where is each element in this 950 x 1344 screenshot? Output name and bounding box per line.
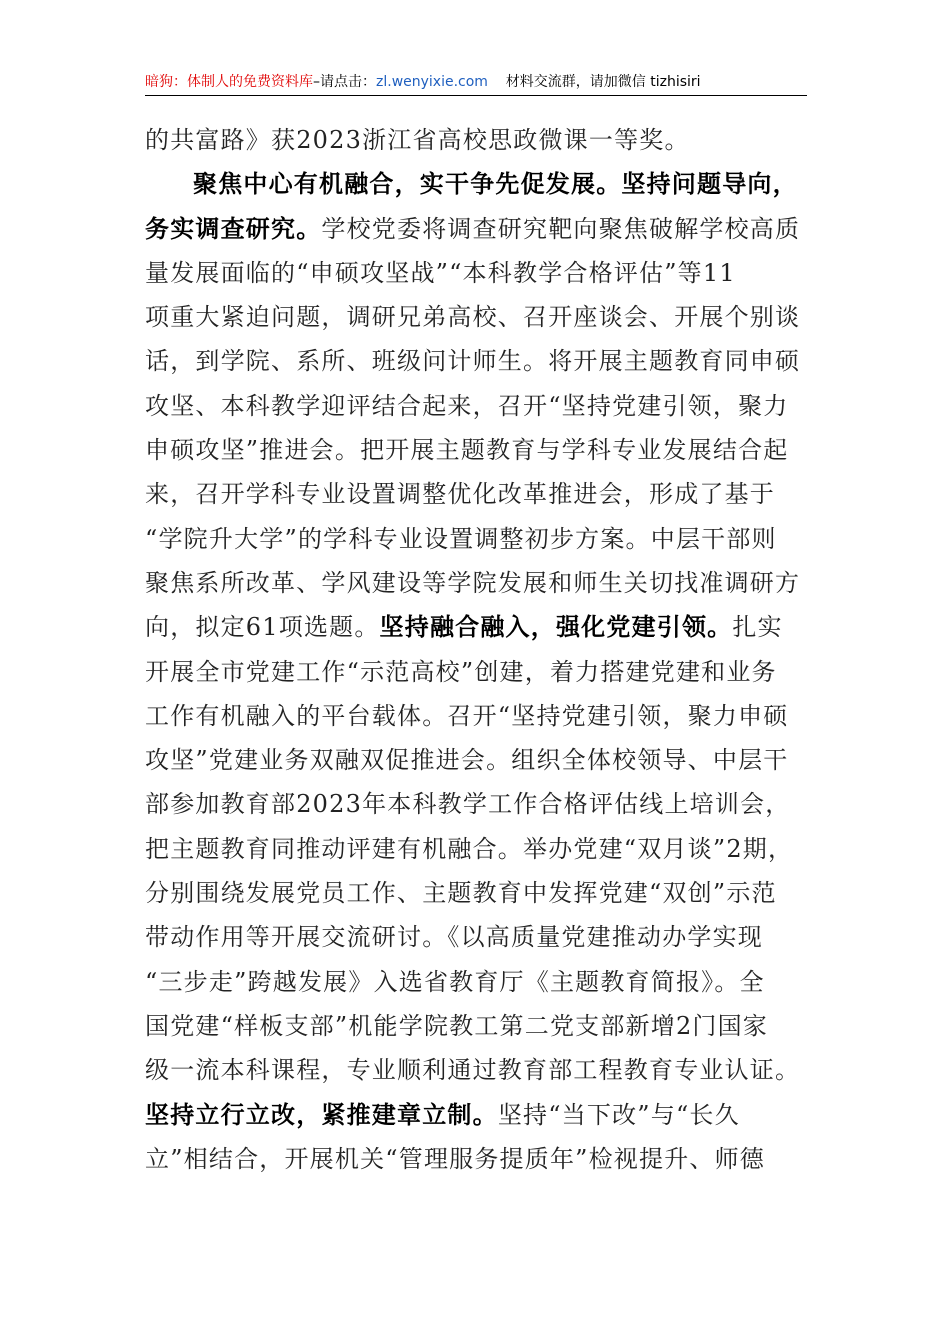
- header-divider: [145, 95, 807, 96]
- text-segment: “学院升大学”的学科专业设置调整初步方案。中层干部则: [145, 524, 777, 553]
- text-segment: 带动作用等开展交流研讨。《以高质量党建推动办学实现: [145, 923, 763, 952]
- text-segment: 立”相结合，开展机关“管理服务提质年”检视提升、师德: [145, 1144, 766, 1173]
- text-segment: 攻坚、本科教学迎评结合起来，召开“坚持党建引领，聚力: [145, 391, 789, 420]
- site-url-link[interactable]: zl.wenyixie.com: [376, 74, 488, 90]
- text-segment: 扎实: [732, 613, 783, 642]
- text-line: [145, 694, 811, 738]
- text-line: [145, 339, 811, 383]
- text-line: [145, 561, 811, 605]
- text-line: [145, 782, 811, 826]
- text-line: [145, 738, 811, 782]
- text-line: [145, 162, 811, 206]
- click-prefix: –请点击：: [313, 74, 376, 90]
- text-line: [145, 517, 811, 561]
- text-segment: 分别围绕发展党员工作、主题教育中发挥党建“双创”示范: [145, 879, 777, 908]
- text-segment: 申硕攻坚”推进会。把开展主题教育与学科专业发展结合起: [145, 436, 789, 465]
- text-line: [145, 915, 811, 959]
- text-segment: 来，召开学科专业设置调整优化改革推进会，形成了基于: [145, 480, 775, 509]
- text-line: [145, 472, 811, 516]
- text-segment: 把主题教育同推动评建有机融合。举办党建“双月谈”2期，: [145, 834, 794, 863]
- text-line: [145, 1048, 811, 1092]
- text-segment: 聚焦系所改革、学风建设等学院发展和师生关切找准调研方: [145, 568, 801, 597]
- text-line: [145, 650, 811, 694]
- group-note: 材料交流群，请加微信 tizhisiri: [505, 74, 701, 90]
- text-line: [145, 207, 811, 251]
- text-segment: 攻坚”党建业务双融双促推进会。组织全体校领导、中层干: [145, 746, 789, 775]
- text-line: [145, 1004, 811, 1048]
- site-name: 暗狗：体制人的免费资料库: [145, 74, 313, 90]
- text-segment: 工作有机融入的平台载体。召开“坚持党建引领，聚力申硕: [145, 701, 789, 730]
- bold-heading-segment: 聚焦中心有机融合，实干争先促发展。坚持问题导向，: [193, 169, 798, 199]
- text-line: [145, 118, 811, 162]
- text-segment: 级一流本科课程，专业顺利通过教育部工程教育专业认证。: [145, 1056, 801, 1085]
- bold-heading-segment: 坚持立行立改，紧推建章立制。: [145, 1099, 498, 1129]
- text-line: [145, 428, 811, 472]
- text-line: [145, 1093, 811, 1137]
- text-segment: 向，拟定61项选题。: [145, 613, 380, 642]
- text-line: [145, 605, 811, 649]
- text-line: [145, 871, 811, 915]
- text-segment: 坚持“当下改”与“长久: [497, 1100, 740, 1129]
- document-body: [145, 118, 811, 1181]
- text-line: [145, 1137, 811, 1181]
- page-header: [145, 72, 805, 94]
- text-segment: 部参加教育部2023年本科教学工作合格评估线上培训会，: [145, 790, 791, 819]
- text-line: [145, 384, 811, 428]
- text-segment: 学校党委将调查研究靶向聚焦破解学校高质: [321, 214, 801, 243]
- text-line: [145, 960, 811, 1004]
- bold-heading-segment: 坚持融合融入，强化党建引领。: [379, 612, 733, 642]
- bold-heading-segment: 务实调查研究。: [145, 213, 322, 243]
- text-segment: 开展全市党建工作“示范高校”创建，着力搭建党建和业务: [145, 657, 777, 686]
- text-segment: “三步走”跨越发展》入选省教育厅《主题教育简报》。全: [145, 967, 765, 996]
- text-segment: 量发展面临的“申硕攻坚战”“本科教学合格评估”等11: [145, 258, 736, 287]
- text-segment: 话，到学院、系所、班级问计师生。将开展主题教育同申硕: [145, 347, 801, 376]
- text-line: [145, 295, 811, 339]
- text-segment: 项重大紧迫问题，调研兄弟高校、召开座谈会、开展个别谈: [145, 303, 801, 332]
- text-segment: 的共富路》获2023浙江省高校思政微课一等奖。: [145, 126, 690, 154]
- text-line: [145, 827, 811, 871]
- text-line: [145, 251, 811, 295]
- text-segment: 国党建“样板支部”机能学院教工第二党支部新增2门国家: [145, 1011, 769, 1040]
